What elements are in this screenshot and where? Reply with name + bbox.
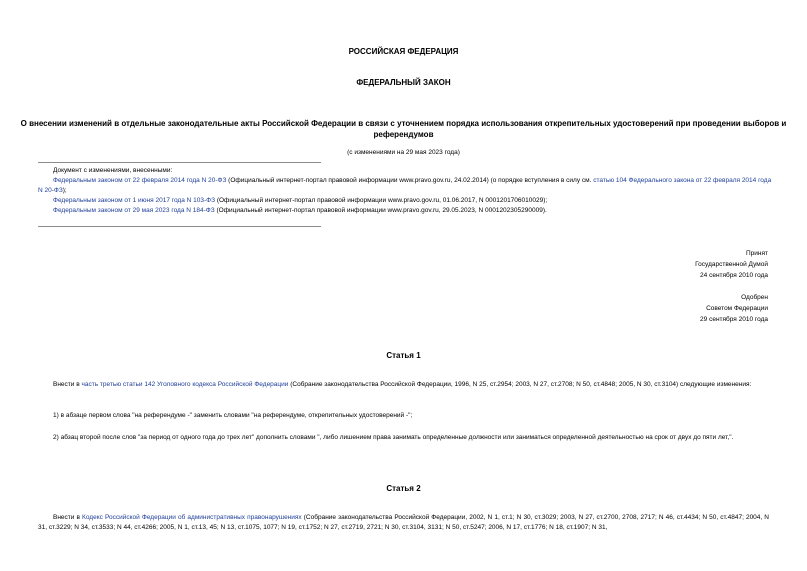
adopted-by-duma xyxy=(695,248,768,281)
paragraph-text: Внести в xyxy=(53,514,83,521)
amendments-intro: Документ с изменениями, внесенными: xyxy=(53,167,173,174)
approved-date: 29 сентября 2010 года xyxy=(700,316,768,323)
amendment-text: (Официальный интернет-портал правовой информации www.pravo.gov.ru, 29.05.2023, N 0001202305290009). xyxy=(214,207,547,214)
approved-body: Советом Федерации xyxy=(706,305,768,312)
article-2-paragraph-1 xyxy=(38,513,769,533)
amendment-tail: ); xyxy=(62,187,67,194)
amendment-link-2017[interactable]: Федеральным законом от 1 июня 2017 года N 103-ФЗ xyxy=(53,197,216,204)
paragraph-text: (Собрание законодательства Российской Федерации, 2002, N 1, ст.1; N 30, ст.3029; 2003, N 27, ст.2700, 2708, 2717; N 46, ст.4434; N 50, ст.4847; 2004, N 31, ст.3229; N 34, ст.3533; N 44, ст.4266; 2005, N 1, ст.13, 45; N 13, ст.1075, 1077; N 19, ст.1752; N 27, ст.2719, 2721; N 30, ст.3104, 3131; N 50, ст.5247; 2006, N 17, ст.1776; N 18, ст.1907; N 31, xyxy=(38,514,769,531)
amendment-item xyxy=(38,206,773,216)
adopted-date: 24 сентября 2010 года xyxy=(700,272,768,279)
article-1-heading: Статья 1 xyxy=(386,351,421,360)
amendment-text: (Официальный интернет-портал правовой информации www.pravo.gov.ru, 24.02.2014) (о порядке вступления в силу см. xyxy=(226,177,594,184)
amendment-link-article-104[interactable]: статью 104 Федерального закона от 22 февраля 2014 года N 20-ФЗ xyxy=(38,177,772,194)
administrative-code-link[interactable]: Кодекс Российской Федерации об административных правонарушениях xyxy=(82,514,302,521)
bottom-divider xyxy=(38,226,321,227)
amendment-link-2023[interactable]: Федеральным законом от 29 мая 2023 года N 184-ФЗ xyxy=(53,207,215,214)
amended-note: (с изменениями на 29 мая 2023 года) xyxy=(347,149,460,156)
federation-heading: РОССИЙСКАЯ ФЕДЕРАЦИЯ xyxy=(348,47,459,56)
amendments-list xyxy=(38,166,773,216)
amendment-text: (Официальный интернет-портал правовой информации www.pravo.gov.ru, 01.06.2017, N 0001201706010029); xyxy=(215,197,548,204)
law-title: О внесении изменений в отдельные законодательные акты Российской Федерации в связи с уточнением порядка использования открепительных удостоверений при проведении выборов и референдумов xyxy=(20,119,787,139)
article-1-paragraph-2: 1) в абзаце первом слова "на референдуме -" заменить словами "на референдуме, открепительных удостоверений -"; xyxy=(53,412,413,419)
amendment-item xyxy=(38,196,773,206)
approved-by-council xyxy=(700,292,768,325)
paragraph-text: (Собрание законодательства Российской Федерации, 1996, N 25, ст.2954; 2003, N 27, ст.2708; N 50, ст.4848; 2005, N 30, ст.3104) следующие изменения: xyxy=(288,381,752,388)
criminal-code-link[interactable]: часть третью статьи 142 Уголовного кодекса Российской Федерации xyxy=(81,381,289,388)
article-1-paragraph-3: 2) абзац второй после слов "за период от одного года до трех лет" дополнить словами ", либо лишением права занимать определенные должности или заниматься определенной деятельностью на срок от двух до пяти лет,". xyxy=(53,434,734,441)
adopted-body: Государственной Думой xyxy=(695,261,768,268)
adopted-label: Принят xyxy=(745,250,768,257)
approved-label: Одобрен xyxy=(741,294,768,301)
paragraph-text: Внести в xyxy=(53,381,82,388)
top-divider xyxy=(38,162,321,163)
article-1-paragraph-1 xyxy=(38,380,769,390)
article-2-heading: Статья 2 xyxy=(386,484,421,493)
amendment-item xyxy=(38,176,773,196)
amendment-link-2014[interactable]: Федеральным законом от 22 февраля 2014 года N 20-ФЗ xyxy=(53,177,227,184)
law-type-heading: ФЕДЕРАЛЬНЫЙ ЗАКОН xyxy=(356,78,451,87)
